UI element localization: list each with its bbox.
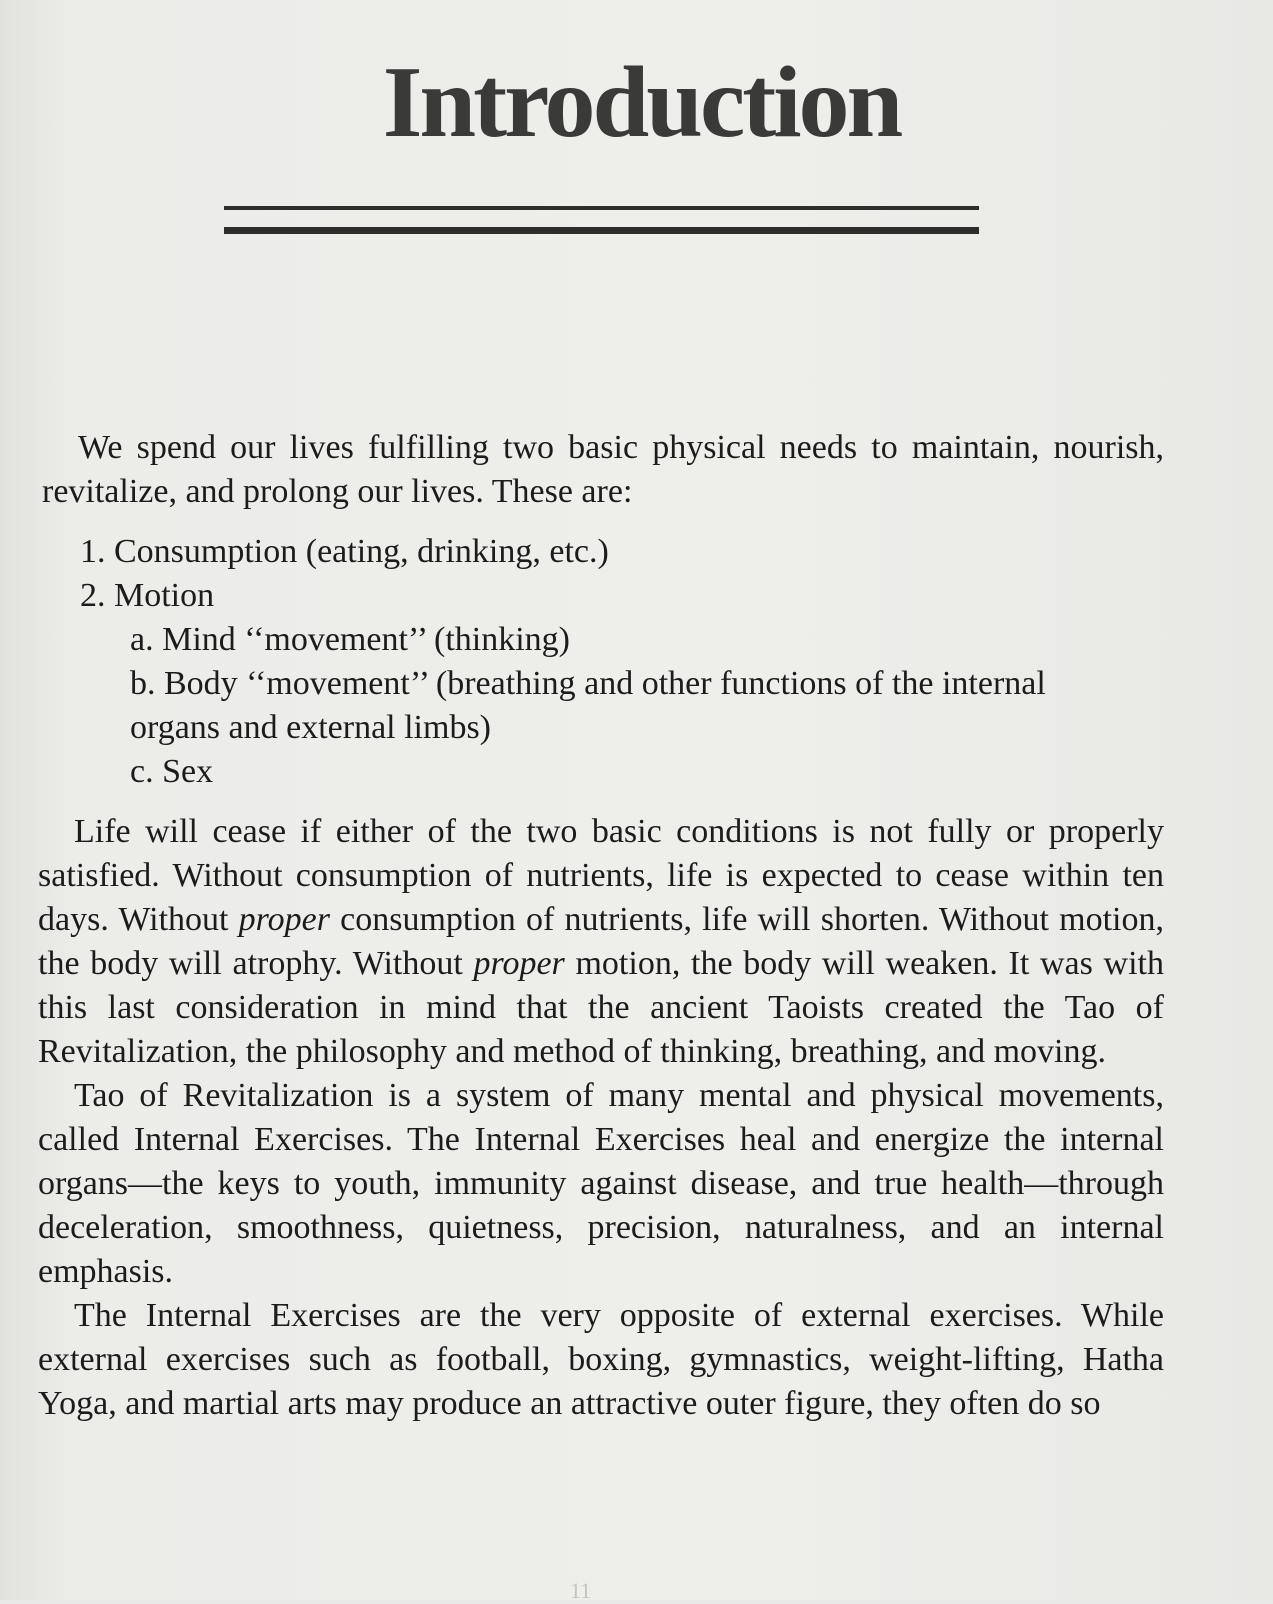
paragraph-conditions: Life will cease if either of the two basic conditions is not fully or properly satisfied. Without consumption of nutrients, life is expected to cease within ten days. Without proper consumption of nutrients, life will shorten. Without motion, the body will atrophy. Without proper motion, the body will weaken. It was with this last consideration in mind that the ancient Taoists created the Tao of Revitalization, the philosophy and method of thinking, breathing, and moving.: [38, 813, 1165, 1070]
emphasis: proper: [238, 901, 330, 938]
emphasis: proper: [473, 945, 565, 982]
body-text: [38, 426, 1164, 1426]
intro-paragraph: We spend our lives fulfilling two basic physical needs to maintain, nourish, revitalize, and prolong our lives. These are:: [42, 429, 1164, 510]
title-rule-thick: [224, 227, 979, 234]
paragraph-internal-exercises: The Internal Exercises are the very opposite of external exercises. While external exercises such as football, boxing, gymnastics, weight-lifting, Hatha Yoga, and martial arts may produce an attractive outer figure, they often do so: [38, 1297, 1164, 1422]
sub-list-item: a. Mind ‘‘movement’’ (thinking): [130, 621, 570, 658]
paragraph-tao: Tao of Revitalization is a system of many mental and physical movements, called Internal Exercises. The Internal Exercises heal and energize the internal organs—the keys to youth, immunity against disease, and true health—through deceleration, smoothness, quietness, precision, naturalness, and an internal emphasis.: [38, 1077, 1164, 1290]
sub-list-item: b. Body ‘‘movement’’ (breathing and other functions of the internal organs and external limbs): [130, 665, 1046, 746]
sub-list-item: c. Sex: [130, 753, 214, 790]
list-item: 2. Motion: [80, 577, 215, 614]
chapter-title: Introduction: [382, 46, 901, 159]
needs-list: [38, 530, 1164, 794]
list-item: 1. Consumption (eating, drinking, etc.): [80, 533, 609, 570]
title-rule-thin: [224, 206, 979, 210]
page-number: 11: [570, 1578, 592, 1603]
